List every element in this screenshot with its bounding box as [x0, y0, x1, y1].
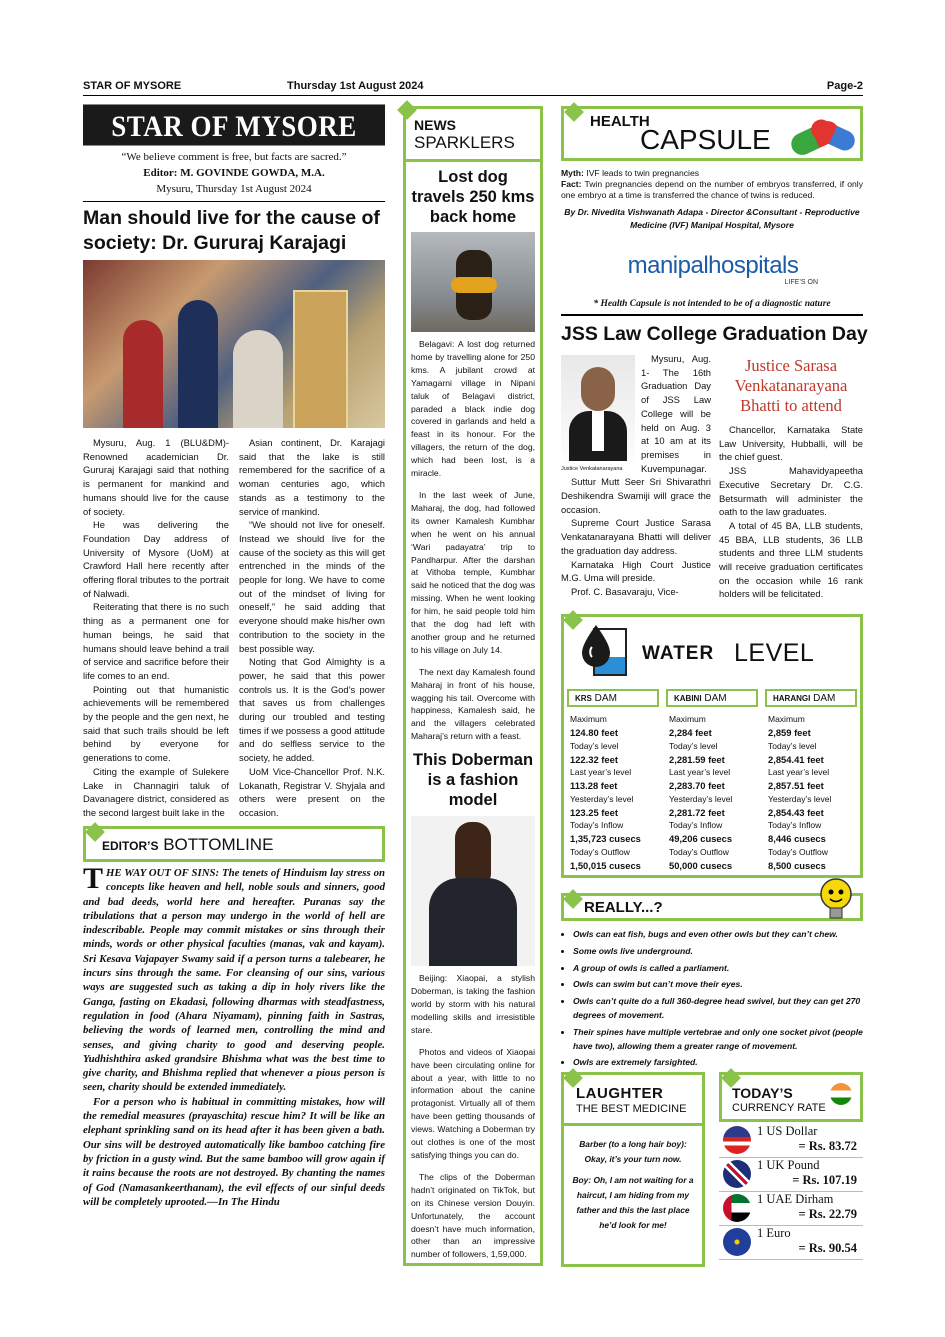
paragraph: Chancellor, Karnataka State Law University, Hubballi, will be the chief guest. [719, 424, 863, 463]
dam-column [567, 689, 659, 872]
doberman-headline: This Doberman is a fashion model [412, 751, 534, 810]
dam-row-label: Yesterday’s level [570, 793, 634, 804]
laughter-subtitle: THE BEST MEDICINE [576, 1103, 687, 1115]
fact-item: • Owls can swim but can’t move their eyes. [573, 978, 863, 992]
dam-row-label: Last year’s level [669, 767, 731, 777]
lead-text-col1 [83, 436, 229, 820]
health-title-light: CAPSULE [640, 124, 771, 155]
dam-row-label: Today’s Inflow [669, 820, 723, 830]
fact-item: • Owls can eat fish, bugs and even other owls but they can’t chew. [573, 928, 863, 942]
health-disclaimer: * Health Capsule is not intended to be of a diagnostic nature [593, 299, 831, 309]
health-capsule-box [561, 106, 863, 161]
paragraph: Supreme Court Justice Sarasa Venkatanarayana Bhatti will deliver the graduation day address. [561, 517, 711, 556]
dam-row [765, 846, 857, 873]
laughter-joke [570, 1137, 696, 1239]
dam-suffix: DAM [813, 693, 836, 704]
paragraph: Noting that God Almighty is a power, he said that this power controls us. It is the God’s power that saves us from challenges during our troubled and testing times if we possess a good attitude and do selfless service to the society, he added. [239, 656, 385, 764]
paragraph: Reiterating that there is no such thing as a permanent one for human beings, he said that humans should leave behind a trail of service and sacrifice before their life comes to an end. [83, 601, 229, 681]
dam-row [666, 846, 758, 873]
dam-row [666, 713, 758, 740]
rate-unit: 1 UAE Dirham [757, 1192, 834, 1206]
jss-headline: JSS Law College Graduation Day [561, 323, 868, 345]
dam-row-label: Yesterday’s level [768, 793, 832, 804]
motto: “We believe comment is free, but facts are sacred.” [121, 151, 347, 163]
dam-row-value: 2,284 feet [669, 727, 712, 739]
dam-row-label: Today’s Outflow [570, 846, 630, 857]
dam-header [666, 689, 758, 707]
currency-box [719, 1072, 863, 1122]
dam-row-value: 2,281.59 feet [669, 753, 725, 765]
dam-row-label: Maximum [669, 714, 706, 724]
dam-name: HARANGI [773, 694, 811, 703]
paragraph: Mysuru, Aug. 1 (BLU&DM)- Renowned academician Dr. Gururaj Karajagi said that nothing is permanent for mankind and humans should live for the cause of society. [83, 437, 229, 517]
dam-table [567, 689, 857, 872]
bottomline-title-bold: EDITOR’S [102, 839, 159, 853]
dam-row-value: 1,35,723 cusecs [570, 833, 641, 845]
really-list [561, 928, 863, 1073]
rate-value: = Rs. 107.19 [792, 1173, 857, 1187]
paragraph: Karnataka High Court Justice M.G. Uma will preside. [561, 558, 711, 584]
editorial-p2: For a person who is habitual in committing mistakes, how will the remedial measures (prayaschita) rescue him? It will be like an elephant sprinkling sand on its head after it has been given a bath. Our sins will be destroyed automatically like bamboo catching fire by friction in a gusty wind. But the same bamboo will grow again if it rains because the roots are not destroyed. By chanting the names of God (Namasankeerthanam), the evil effects of our sinful deeds will be completely uprooted.—In The Hindu [83, 1095, 385, 1208]
masthead-title: STAR OF MYSORE [83, 104, 385, 145]
rate-value: = Rs. 90.54 [798, 1241, 857, 1255]
paragraph: In the last week of June, Maharaj, the dog, had followed its owner Kamalesh Kumbhar when he went on his annual ‘Wari padayatra’ trip to Pandharpur. After the darshan at Vithoba temple, Kumbhar said he noticed that the dog was missing. When he went looking for him, he said people told him that the dog had left with another group and he returned to his village on July 14. [411, 489, 535, 655]
dog-story [411, 338, 535, 743]
dam-suffix: DAM [704, 693, 727, 704]
page-header [83, 80, 863, 96]
dog-photo [411, 232, 535, 332]
lead-photo [83, 260, 385, 428]
dam-row-value: 2,854.41 feet [768, 753, 824, 765]
fact-item: • Owls are extremely farsighted. [573, 1056, 863, 1070]
fact-item: • A group of owls is called a parliament. [573, 962, 863, 976]
paragraph: UoM Vice-Chancellor Prof. N.K. Lokanath, Registrar V. Shyjala and others were present on the occasion. [239, 765, 385, 818]
dam-suffix: DAM [594, 693, 617, 704]
dam-row [666, 819, 758, 846]
dam-row-value: 124.80 feet [570, 727, 618, 739]
jss-right-col [719, 423, 863, 601]
health-byline: By Dr. Nivedita Vishwanath Adapa - Director &Consultant - Reproductive Medicine (IVF) Manipal Hospital, Mysore [564, 207, 860, 230]
health-text [561, 168, 863, 232]
dam-column [765, 689, 857, 872]
rate-unit: 1 US Dollar [757, 1124, 818, 1138]
paragraph: Pointing out that humanistic achievements will be remembered by the people and the gen next, he said that such trails should be left behind by everyone for generations to come. [83, 683, 229, 764]
editorial-p1: HE WAY OUT OF SINS: The tenets of Hinduism lay stress on concepts like heaven and hell, noble souls and sinners, good and bad deeds, world here and hereafter. Puranas say the tribulations that a person may undergo in the world of hell are indescribable. People may commit mistakes or sins through their minds, words or other physical faculties (manas, vak and kayam). Sri Kesava Vajapayer Swamy said if a person turns a talebearer, he incurs sins through the same. For cleansing of our sins, various ways are suggested such as taking a dip in holy rivers like the Ganga, fasting on Ekadasi, following dharmas with steadfastness, regulation in food (Ahara Niyamam), pinning faith in Sastras, believing the words of learned men, controlling the mind and senses, and giving charity to good and deserving people. Yudhishthira asked grandsire Bhishma what was the best time to give charity, and Bhishma replied that whenever a pious person is seen, charity should be extended immediately. [83, 867, 385, 1094]
paragraph: The next day Kamalesh found Maharaj in front of his house, wagging his tail. Overcome with happiness, Kamalesh said, he and the villagers celebrated Maharaj’s return with a feast. [411, 666, 535, 742]
laughter-box [561, 1072, 705, 1267]
fact-item: • Owls can’t quite do a full 360-degree head swivel, but they can get 270 degrees of movement. [573, 995, 863, 1023]
manipal-logo-text: manipalhospitals [627, 252, 799, 279]
bulb-icon [816, 876, 856, 924]
dam-row-label: Maximum [768, 714, 805, 724]
dam-row-value: 2,854.43 feet [768, 806, 824, 818]
paragraph: A total of 45 BA, LLB students, 45 BBA, LLB students, 36 LLB students and three LLM students will receive graduation certificates on the occasion while 16 rank holders will be felicitated. [719, 519, 863, 600]
paragraph: The clips of the Doberman hadn’t originated on TikTok, but on its Chinese version Douyin. Unfortunately, the account doesn’t have much information, other than an impressive number of followers, 1,59,000. [411, 1171, 535, 1260]
health-title-bold: HEALTH [590, 113, 650, 130]
eu-flag-icon [723, 1228, 751, 1256]
dam-row-label: Yesterday’s level [669, 793, 733, 804]
paragraph: Photos and videos of Xiaopai have been circulating online for about a year, with little to no information about the canine protagonist. Virtually all of them have been getting thousands of views. Watching a Doberman try out clothes is one of the most satisfying things you can do. [411, 1046, 535, 1160]
laughter-title: LAUGHTER [576, 1085, 664, 1102]
editorial-text [83, 862, 385, 1209]
paragraph: He was delivering the Foundation Day address of University of Mysore (UoM) at Crawford Hall here recently after offering floral tributes to the portrait of Nalwadi. [83, 519, 229, 599]
usa-flag-icon [723, 1126, 751, 1154]
paragraph: Prof. C. Basavaraju, Vice- [571, 585, 679, 597]
rate-row [719, 1226, 863, 1260]
jss-left-col [561, 352, 711, 599]
fact-label: Fact: [561, 179, 582, 189]
myth-text: IVF leads to twin pregnancies [586, 168, 700, 178]
water-level-box [561, 614, 863, 878]
dam-row-value: 2,857.51 feet [768, 780, 824, 792]
dam-row [765, 766, 857, 793]
dropcap: T [83, 862, 104, 895]
paragraph: Beijing: Xiaopai, a stylish Doberman, is taking the fashion world by storm with his natural modelling skills and irresistible stare. [411, 973, 535, 1035]
dam-row [567, 766, 659, 793]
manipal-logo [608, 253, 818, 286]
jss-pullquote: Justice Sarasa Venkatanarayana Bhatti to attend [734, 356, 848, 415]
dam-name: KABINI [674, 694, 702, 703]
rate-unit: 1 Euro [757, 1226, 791, 1240]
page-number: Page-2 [826, 80, 863, 92]
dam-row-label: Today’s Outflow [669, 846, 729, 857]
dam-row [567, 846, 659, 873]
uk-flag-icon [723, 1160, 751, 1188]
dam-row [765, 819, 857, 846]
currency-rates [719, 1124, 863, 1264]
capsule-icon [786, 115, 856, 153]
dam-name: KRS [575, 694, 592, 703]
dog-headline: Lost dog travels 250 kms back home [411, 168, 535, 226]
uae-flag-icon [723, 1194, 751, 1222]
editor-line: Editor: M. GOVINDE GOWDA, M.A. [143, 167, 325, 179]
dam-row [567, 819, 659, 846]
dam-row-label: Today’s Inflow [768, 820, 822, 830]
currency-subtitle: CURRENCY RATE [732, 1102, 826, 1114]
dam-row-label: Today’s level [669, 740, 718, 751]
dam-row-value: 2,281.72 feet [669, 806, 725, 818]
dam-row-label: Maximum [570, 714, 607, 724]
dam-row [666, 793, 758, 820]
rate-row [719, 1124, 863, 1158]
dam-row [666, 740, 758, 767]
editors-bottomline-box [83, 826, 385, 862]
rate-value: = Rs. 83.72 [798, 1139, 857, 1153]
dam-row-label: Today’s Inflow [570, 820, 624, 830]
dam-row-value: 113.28 feet [570, 780, 618, 792]
dam-row-label: Today’s Outflow [768, 846, 828, 857]
header-date: Thursday 1st August 2024 [287, 80, 424, 92]
rate-value: = Rs. 22.79 [798, 1207, 857, 1221]
sparklers-title-bold: NEWS [414, 117, 456, 133]
justice-caption: Justice Venkatanarayana [561, 465, 635, 473]
justice-photo [561, 355, 635, 473]
dam-column [666, 689, 758, 872]
dam-row-label: Last year’s level [768, 767, 830, 777]
dam-row-value: 123.25 feet [570, 806, 618, 818]
fact-item: • Some owls live underground. [573, 945, 863, 959]
paragraph: JSS Mahavidyapeetha Executive Secretary Dr. C.G. Betsurmath will administer the oath to the law graduates. [719, 465, 863, 518]
paragraph: “We should not live for oneself. Instead we should live for the cause of the society as this will get entrenched in the minds of the people for long. We have to come out of the mindset of living for oneself,” he said adding that everyone should make his/her own contribution to the society in the best possible way. [239, 519, 385, 654]
rate-row [719, 1192, 863, 1226]
fact-item: • Their spines have multiple vertebrae and only one socket pivot (people have two), allowing them a greater range of movement. [573, 1026, 863, 1054]
dam-row-value: 2,859 feet [768, 727, 811, 739]
dam-row-value: 8,446 cusecs [768, 833, 826, 845]
left-column [83, 106, 385, 820]
dam-row-label: Today’s level [570, 740, 619, 751]
paragraph: Suttur Mutt Seer Sri Shivarathri Deshikendra Swamiji will grace the occasion. [561, 476, 711, 515]
doberman-photo [411, 816, 535, 966]
jss-intro: Mysuru, Aug. 1- The 16th Graduation Day of JSS Law College will be held on Aug. 3 at 10 am at its premises in Kuvempunagar. [641, 353, 711, 474]
dam-row-label: Today’s level [768, 740, 817, 751]
manipal-logo-tag: LIFE’S ON [784, 279, 818, 286]
sparklers-title-light: SPARKLERS [414, 133, 515, 152]
really-title: REALLY...? [584, 899, 663, 916]
dam-row [567, 740, 659, 767]
lead-text-col2 [239, 436, 385, 820]
news-sparklers-box [403, 106, 543, 1266]
dam-row-value: 122.32 feet [570, 753, 618, 765]
fact-text: Twin pregnancies depend on the number of embryos transferred, if only one embryo at a time is transferred the chance of twins is reduced. [561, 179, 863, 200]
dateline: Mysuru, Thursday 1st August 2024 [156, 183, 312, 195]
paper-name: STAR OF MYSORE [83, 80, 182, 92]
rate-row [719, 1158, 863, 1192]
paragraph: Citing the example of Sulekere Lake in Channagiri taluk of Davanagere district, considered as the second largest built lake in the [83, 765, 229, 818]
dam-row-value: 2,283.70 feet [669, 780, 725, 792]
dam-header [765, 689, 857, 707]
dam-row [666, 766, 758, 793]
water-drop-icon [576, 621, 636, 681]
really-box [561, 893, 863, 921]
dam-row [567, 713, 659, 740]
currency-title: TODAY’S [732, 1085, 793, 1101]
paragraph: Belagavi: A lost dog returned home by travelling alone for 250 kms. A jubilant crowd at Yamagarni village in Nipani taluk of Belagavi district, paraded a black indie dog covered in garlands and held a feast in its honour. For the villagers, the return of the dog, which had been lost, is a miracle. [411, 339, 535, 479]
lead-headline: Man should live for the cause of society: Dr. Gururaj Karajagi [83, 207, 380, 254]
dam-row [765, 713, 857, 740]
dam-row-value: 1,50,015 cusecs [570, 859, 641, 871]
dam-row [765, 793, 857, 820]
dam-row-value: 8,500 cusecs [768, 859, 826, 871]
myth-label: Myth: [561, 168, 584, 178]
water-title-light: LEVEL [734, 639, 815, 667]
joke-line: Barber (to a long hair boy): Okay, it’s your turn now. [579, 1139, 687, 1164]
dam-header [567, 689, 659, 707]
dam-row [567, 793, 659, 820]
joke-line: Boy: Oh, I am not waiting for a haircut, I am hiding from my father and this the last place he’d look for me! [572, 1175, 694, 1230]
water-title-bold: WATER [642, 643, 715, 664]
doberman-story [411, 972, 535, 1261]
dam-row-value: 49,206 cusecs [669, 833, 733, 845]
bottomline-title-light: BOTTOMLINE [163, 835, 274, 854]
paragraph: Asian continent, Dr. Karajagi said that the lake is still remembered for the sacrifice of a woman centuries ago, which stands as a testimony to the service of mankind. [239, 437, 385, 517]
india-flag-icon [830, 1083, 852, 1105]
dam-row-value: 50,000 cusecs [669, 859, 733, 871]
dam-row [765, 740, 857, 767]
rate-unit: 1 UK Pound [757, 1158, 820, 1172]
dam-row-label: Last year’s level [570, 767, 632, 777]
